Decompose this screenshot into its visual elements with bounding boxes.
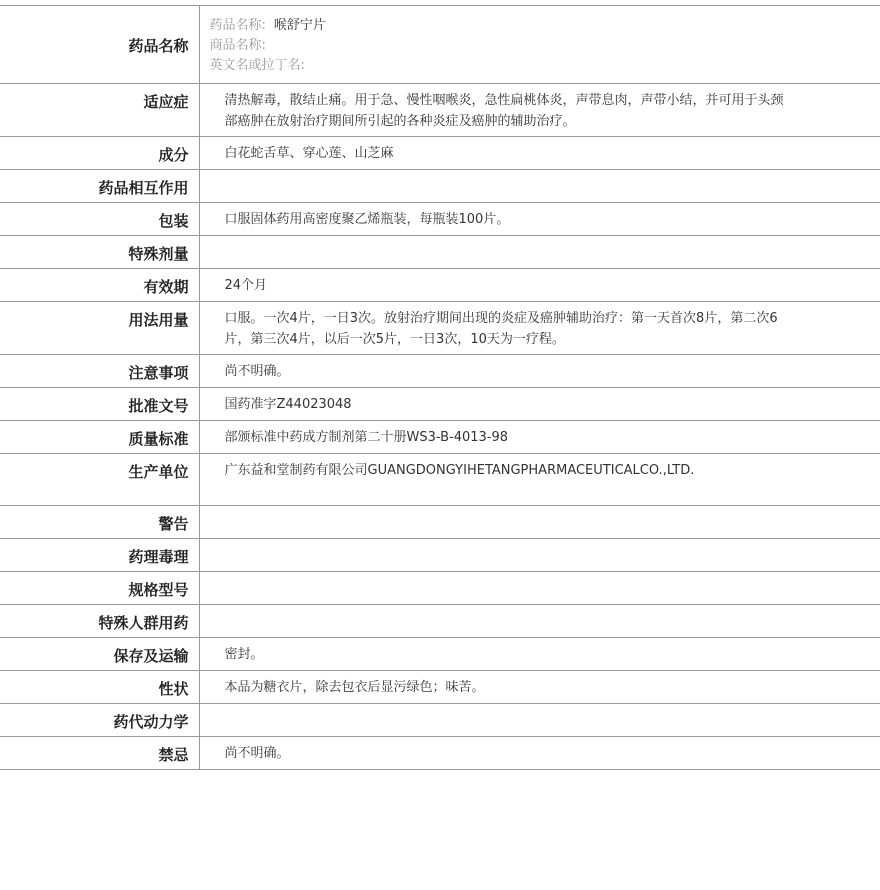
trade-name-line [210,36,861,56]
row-value: 部颁标准中药成方制剂第二十册WS3-B-4013-98 [199,421,880,454]
row-label: 药理毒理 [0,539,199,572]
row-value: 口服。一次4片，一日3次。放射治疗期间出现的炎症及癌肿辅助治疗：第一天首次8片，第二次6片，第三次4片，以后一次5片，一日3次，10天为一疗程。 [199,302,880,355]
row-label: 规格型号 [0,572,199,605]
row-label: 成分 [0,137,199,170]
row-label: 药品名称 [0,6,199,84]
row-value: 清热解毒，散结止痛。用于急、慢性咽喉炎，急性扁桃体炎，声带息肉，声带小结，并可用于头颈部癌肿在放射治疗期间所引起的各种炎症及癌肿的辅助治疗。 [199,84,880,137]
row-label: 生产单位 [0,454,199,506]
latin-name-line [210,56,861,76]
row-value: 口服固体药用高密度聚乙烯瓶装，每瓶装100片。 [199,203,880,236]
row-label: 特殊人群用药 [0,605,199,638]
row-label: 特殊剂量 [0,236,199,269]
row-label: 包装 [0,203,199,236]
row-warning [0,506,880,539]
row-value [199,236,880,269]
row-approval-number [0,388,880,421]
row-indications [0,84,880,137]
row-quality-standard [0,421,880,454]
row-value [199,539,880,572]
row-label: 批准文号 [0,388,199,421]
row-value: 尚不明确。 [199,355,880,388]
latin-name-key: 英文名或拉丁名: [209,58,305,73]
row-contraindications [0,737,880,770]
generic-name-key: 药品名称: [209,18,266,33]
generic-name-value: 喉舒宁片 [273,18,326,33]
drug-info-table [0,5,880,770]
row-label: 用法用量 [0,302,199,355]
row-value: 广东益和堂制药有限公司GUANGDONGYIHETANGPHARMACEUTICALCO.,LTD. [199,454,880,506]
row-special-dosage [0,236,880,269]
row-packaging [0,203,880,236]
row-value: 24个月 [199,269,880,302]
row-label: 禁忌 [0,737,199,770]
row-pharmacokinetics [0,704,880,737]
row-appearance [0,671,880,704]
row-value [199,704,880,737]
row-value: 白花蛇舌草、穿心莲、山芝麻 [199,137,880,170]
row-value: 国药准字Z44023048 [199,388,880,421]
row-storage [0,638,880,671]
row-value: 密封。 [199,638,880,671]
row-label: 质量标准 [0,421,199,454]
row-value [199,572,880,605]
row-pharmacology [0,539,880,572]
row-precautions [0,355,880,388]
row-usage-dosage [0,302,880,355]
trade-name-key: 商品名称: [209,38,266,53]
row-value: 尚不明确。 [199,737,880,770]
row-label: 药品相互作用 [0,170,199,203]
row-shelf-life [0,269,880,302]
row-ingredients [0,137,880,170]
row-value: 本品为糖衣片，除去包衣后显污绿色；味苦。 [199,671,880,704]
row-interactions [0,170,880,203]
row-label: 有效期 [0,269,199,302]
row-value [199,506,880,539]
row-label: 药代动力学 [0,704,199,737]
row-value [199,605,880,638]
generic-name-line [210,16,861,36]
drug-names-cell [199,6,880,84]
row-label: 保存及运输 [0,638,199,671]
row-label: 性状 [0,671,199,704]
row-label: 注意事项 [0,355,199,388]
row-special-populations [0,605,880,638]
row-label: 适应症 [0,84,199,137]
row-label: 警告 [0,506,199,539]
row-drug-name [0,6,880,84]
row-specification [0,572,880,605]
row-value [199,170,880,203]
row-manufacturer [0,454,880,506]
